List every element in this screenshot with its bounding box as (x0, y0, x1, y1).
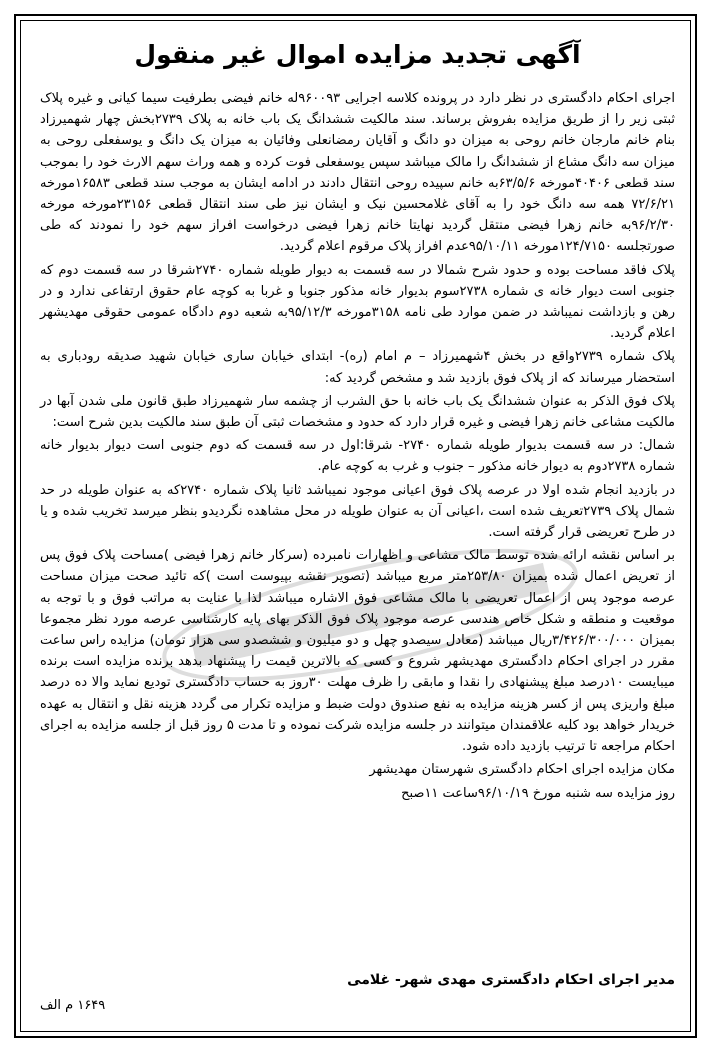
paragraph-limits: شمال: در سه قسمت بدیوار طویله شماره ۲۷۴۰- شرقا:اول در سه قسمت که دوم جنوبی است دیوار بدیوار خانه شماره ۲۷۳۸دوم به دیوار خانه مذکور – جنوب و غرب به کوچه عام. (40, 438, 675, 475)
paragraph-location: پلاک شماره ۲۷۳۹واقع در بخش ۴شهمیرزاد – م امام (ره)- ابتدای خیابان ساری خیابان شهید صدیقه رودباری به استحضار میرساند که از پلاک فوق بازدید شد و مشخص گردید که: (40, 349, 676, 386)
paragraph-valuation: بر اساس نقشه ارائه شده توسط مالک مشاعی و اظهارات نامبرده (سرکار خانم زهرا فیضی )مساحت پلاک فوق پس از تعریض اعمال شده بمیزان ۲۵۳/۸۰متر مربع میباشد (تصویر نقشه بپیوست است )که تائید صحت میزان مساحت عرصه موجود پس از اعمال تعریضی با مالک مشاعی فوق الاشاره میباشد لذا با عنایت به مراتب فوق و با توجه به موقعیت و منطقه و شکل خاص هندسی عرصه موجود پلاک فوق الذکر بهای پایه کارشناسی عرصه مورد نظر مجموعا بمیزان ۳/۴۲۶/۳۰۰/۰۰۰ریال میباشد (معادل سیصدو چهل و دو میلیون و ششصدو سی هزار تومان) مزایده راس ساعت مقرر در اجرای احکام دادگستری مهدیشهر شروع و کسی که بالاترین قیمت را پیشنهاد بدهد برنده مزایده است برنده میبایست ۱۰درصد مبلغ پیشنهادی را نقدا و مابقی را ظرف مهلت ۳۰روز به حساب دادگستری تودیع نماید والا ده درصد مبلغ واریزی پس از کسر هزینه مزایده به نفع صندوق دولت ضبط و مزایده تکرار می گردد هزینه نقل و انتقال به عهده خریدار خواهد بود کلیه علاقمندان میتوانند در جلسه مزایده شرکت نموده و تا مدت ۵ روز قبل از جلسه مزایده به اجرای احکام مراجعه تا ترتیب بازدید داده شود. (40, 548, 675, 755)
signature-line: مدیر اجرای احکام دادگستری مهدی شهر- غلامی (347, 972, 675, 988)
notice-code: ۱۶۴۹ م الف (40, 998, 106, 1013)
paragraph-ownership: پلاک فوق الذکر به عنوان ششدانگ یک باب خانه با حق الشرب از چشمه سار شهمیرزاد طبق قانون ملی شدن آبها در مالکیت مشاعی خانم زهرا فیضی و غیره قرار دارد که حدود و مشخصات ثبتی آن طبق سند مالکیت بدین شرح است: (40, 393, 675, 431)
paragraph-inspection: در بازدید انجام شده اولا در عرصه پلاک فوق اعیانی موجود نمیباشد ثانیا پلاک شماره ۲۷۴۰که به عنوان طویله در حد شمال پلاک ۲۷۳۹تعریف شده است ،اعیانی آن به عنوان طویله در محل مشاهده نگردیدو بنظر میرسد تخریب شده و یا در طرح تعریضی قرار گرفته است. (40, 482, 676, 541)
paragraph-boundaries: پلاک فاقد مساحت بوده و حدود شرح شمالا در سه قسمت به دیوار طویله شماره ۲۷۴۰شرقا در سه قسمت دوم که جنوبی است دیوار خانه ی شماره ۲۷۳۸سوم بدیوار خانه مذکور جنوبا و غربا به کوچه عام حقوق ارتفاعی ندارد و در رهن و بازداشت نمیباشد در ضمن موارد طی نامه ۳۱۵۸مورخه ۹۵/۱۲/۳به شعبه دوم دادگاه عمومی حقوقی مهدیشهر اعلام گردید. (40, 262, 675, 342)
notice-body (40, 88, 675, 806)
auction-place: مکان مزایده اجرای احکام دادگستری شهرستان مهدیشهر (369, 762, 675, 778)
auction-date: روز مزایده سه شنبه مورخ ۹۶/۱۰/۱۹ساعت ۱۱صبح (401, 785, 675, 801)
notice-title: آگهی تجدید مزایده اموال غیر منقول (134, 40, 581, 69)
paragraph-intro: اجرای احکام دادگستری در نظر دارد در پرونده کلاسه اجرایی ۹۶۰۰۹۳له خانم فیضی بطرفیت سیما کیانی و غیره پلاک ثبتی زیر را از طریق مزایده بفروش برساند. سند مالکیت ششدانگ یک باب خانه به پلاک ۲۷۳۹بخش چهار شهمیرزاد بنام خانم مارجان خانم روحی به میزان دو دانگ و آقایان رمضانعلی وفائیان به میزان یک دانگ و یوسفعلی روحی به میزان سه دانگ مشاع از ششدانگ را مالک میباشد سپس یوسفعلی فوت کرده و همه وراث سهم الارث خود را بموجب سند قطعی ۴۰۴۰۶مورخه ۶۳/۵/۶به خانم سپیده روحی انتقال دادند در ادامه ایشان به موجب سند قطعی ۱۶۵۸۳مورخه ۷۲/۶/۲۱ همه سه دانگ خود را به آقای غلامحسین نیک و ایشان نیز طی سند انتقال قطعی ۲۳۱۵۶مورخه مورخه ۹۶/۲/۳۰به خانم زهرا فیضی منتقل گردید نهایتا خانم زهرا فیضی درخواست افراز سهم خود را نمودند که طی صورتجلسه ۱۲۴/۷۱۵۰مورخه ۹۵/۱۰/۱۱عدم افراز پلاک مرقوم اعلام گردید. (40, 91, 676, 255)
